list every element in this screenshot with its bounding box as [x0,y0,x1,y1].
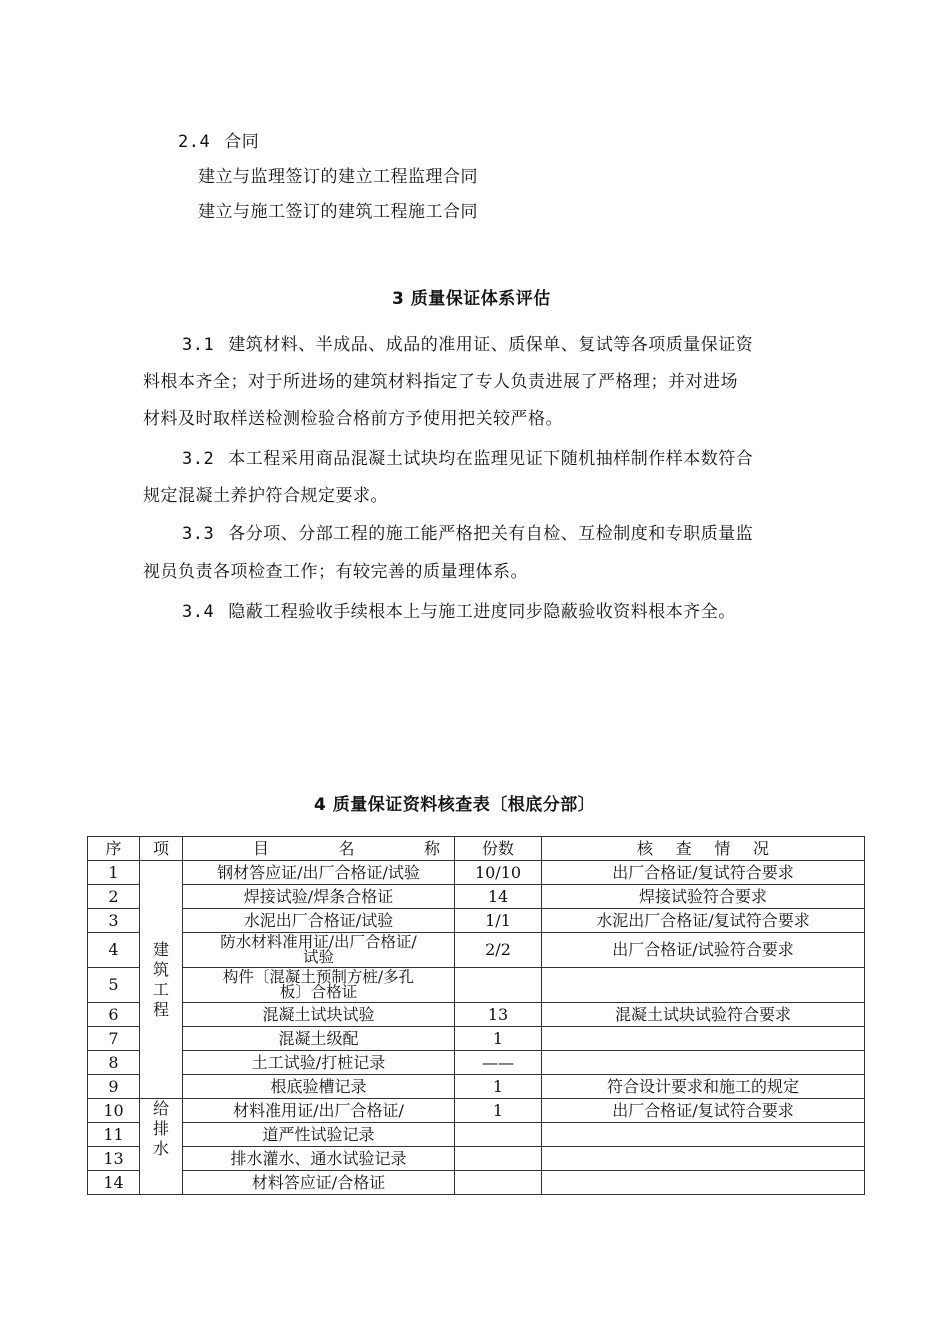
paragraph-3-2 [182,444,753,469]
cell-copies [455,968,542,1003]
cell-name-line: 板〕合格证 [279,983,358,1001]
table-row [88,1123,865,1147]
cell-status [542,1123,865,1147]
table-row [88,1171,865,1195]
paragraph-number: 3.2 [182,449,215,469]
cell-copies [455,1171,542,1195]
header-name-char: 目 [253,838,270,858]
table-row [88,1027,865,1051]
cell-status [542,1171,865,1195]
cell-status: 符合设计要求和施工的规定 [542,1075,865,1099]
section-number: 2.4 [178,132,211,152]
table-row [88,909,865,933]
cell-copies [455,1123,542,1147]
paragraph-text: 各分项、分部工程的施工能严格把关有自检、互检制度和专职质量监 [228,524,754,544]
table-row [88,933,865,968]
paragraph-text: 本工程采用商品混凝土试块均在监理见证下随机抽样制作样本数符合 [228,449,754,469]
cell-name: 焊接试验/焊条合格证 [183,885,455,909]
section-title: 合同 [224,132,260,152]
cell-copies: 2/2 [455,933,542,968]
table-row [88,861,865,885]
cell-copies: 13 [455,1003,542,1027]
cell-status: 出厂合格证/试验符合要求 [542,933,865,968]
group-label-char: 建 [152,939,169,959]
table-header-row [88,837,865,861]
header-item: 项 [140,837,183,861]
table-row [88,1099,865,1123]
cell-copies: 1/1 [455,909,542,933]
cell-seq: 10 [88,1099,140,1123]
cell-seq: 11 [88,1123,140,1147]
group-label-char: 水 [152,1139,169,1158]
header-name-char: 称 [423,838,440,858]
header-status-char: 查 [675,838,692,858]
cell-seq: 13 [88,1147,140,1171]
paragraph-line: 材料及时取样送检测检验合格前方予使用把关较严格。 [143,409,563,429]
cell-copies: 1 [455,1075,542,1099]
cell-status: 焊接试验符合要求 [542,885,865,909]
table-row [88,1147,865,1171]
contract-item: 建立与监理签订的建立工程监理合同 [198,167,478,187]
contract-item: 建立与施工签订的建筑工程施工合同 [198,202,478,222]
cell-name [183,968,455,1003]
table-row [88,1051,865,1075]
cell-copies: 1 [455,1099,542,1123]
group-label-char: 筑 [152,959,169,979]
cell-copies: 10/10 [455,861,542,885]
cell-name: 水泥出厂合格证/试验 [183,909,455,933]
cell-seq: 7 [88,1027,140,1051]
paragraph-number: 3.1 [182,335,215,355]
cell-status [542,1027,865,1051]
table-row [88,1003,865,1027]
cell-status [542,968,865,1003]
cell-name: 根底验槽记录 [183,1075,455,1099]
cell-status: 水泥出厂合格证/复试符合要求 [542,909,865,933]
cell-seq: 2 [88,885,140,909]
cell-name: 混凝土试块试验 [183,1003,455,1027]
paragraph-text: 隐蔽工程验收手续根本上与施工进度同步隐蔽验收资料根本齐全。 [228,602,736,622]
header-seq: 序 [88,837,140,861]
paragraph-3-4 [182,597,736,622]
cell-status: 出厂合格证/复试符合要求 [542,1099,865,1123]
cell-status: 混凝土试块试验符合要求 [542,1003,865,1027]
cell-status [542,1147,865,1171]
cell-copies: 1 [455,1027,542,1051]
cell-copies: 14 [455,885,542,909]
section-3-heading: 3 质量保证体系评估 [392,289,551,309]
paragraph-number: 3.4 [182,602,215,622]
cell-seq: 4 [88,933,140,968]
quality-check-table [87,836,865,1195]
cell-name: 土工试验/打桩记录 [183,1051,455,1075]
paragraph-line: 规定混凝土养护符合规定要求。 [143,486,388,506]
group-label-char: 给 [152,1099,169,1118]
header-status-char: 情 [714,838,731,858]
cell-seq: 5 [88,968,140,1003]
group-label-char: 排 [152,1119,169,1138]
cell-copies: —— [455,1051,542,1075]
cell-seq: 14 [88,1171,140,1195]
paragraph-number: 3.3 [182,524,215,544]
group-label-char: 工 [152,979,169,999]
paragraph-line: 料根本齐全；对于所进场的建筑材料指定了专人负责进展了严格理；并对进场 [143,372,738,392]
cell-name: 道严性试验记录 [183,1123,455,1147]
paragraph-3-1 [182,330,753,355]
header-name [183,837,455,861]
group-construction [140,861,183,1099]
header-copies: 份数 [455,837,542,861]
group-label-char: 程 [152,999,169,1019]
cell-seq: 8 [88,1051,140,1075]
cell-name: 混凝土级配 [183,1027,455,1051]
section-2-4-title [178,127,259,152]
header-status-char: 况 [752,838,769,858]
cell-copies [455,1147,542,1171]
header-name-char: 名 [338,838,355,858]
section-4-heading: 4 质量保证资料核查表〔根底分部〕 [314,795,596,815]
cell-seq: 3 [88,909,140,933]
cell-name-line: 试验 [302,948,334,966]
paragraph-3-3 [182,519,753,544]
cell-status: 出厂合格证/复试符合要求 [542,861,865,885]
table-row [88,885,865,909]
paragraph-line: 视员负责各项检查工作；有较完善的质量理体系。 [143,562,528,582]
table-row [88,1075,865,1099]
cell-name: 材料准用证/出厂合格证/ [183,1099,455,1123]
cell-status [542,1051,865,1075]
header-status [542,837,865,861]
cell-seq: 9 [88,1075,140,1099]
cell-name [183,933,455,968]
cell-name-line: 构件〔混凝土预制方桩/多孔 [222,968,415,986]
cell-seq: 1 [88,861,140,885]
cell-name: 排水灌水、通水试验记录 [183,1147,455,1171]
cell-name: 材料答应证/合格证 [183,1171,455,1195]
cell-name-line: 防水材料准用证/出厂合格证/ [220,933,417,951]
cell-name: 钢材答应证/出厂合格证/试验 [183,861,455,885]
group-drainage [140,1099,183,1195]
paragraph-text: 建筑材料、半成品、成品的准用证、质保单、复试等各项质量保证资 [228,335,754,355]
header-status-char: 核 [637,838,654,858]
cell-seq: 6 [88,1003,140,1027]
table-row [88,968,865,1003]
